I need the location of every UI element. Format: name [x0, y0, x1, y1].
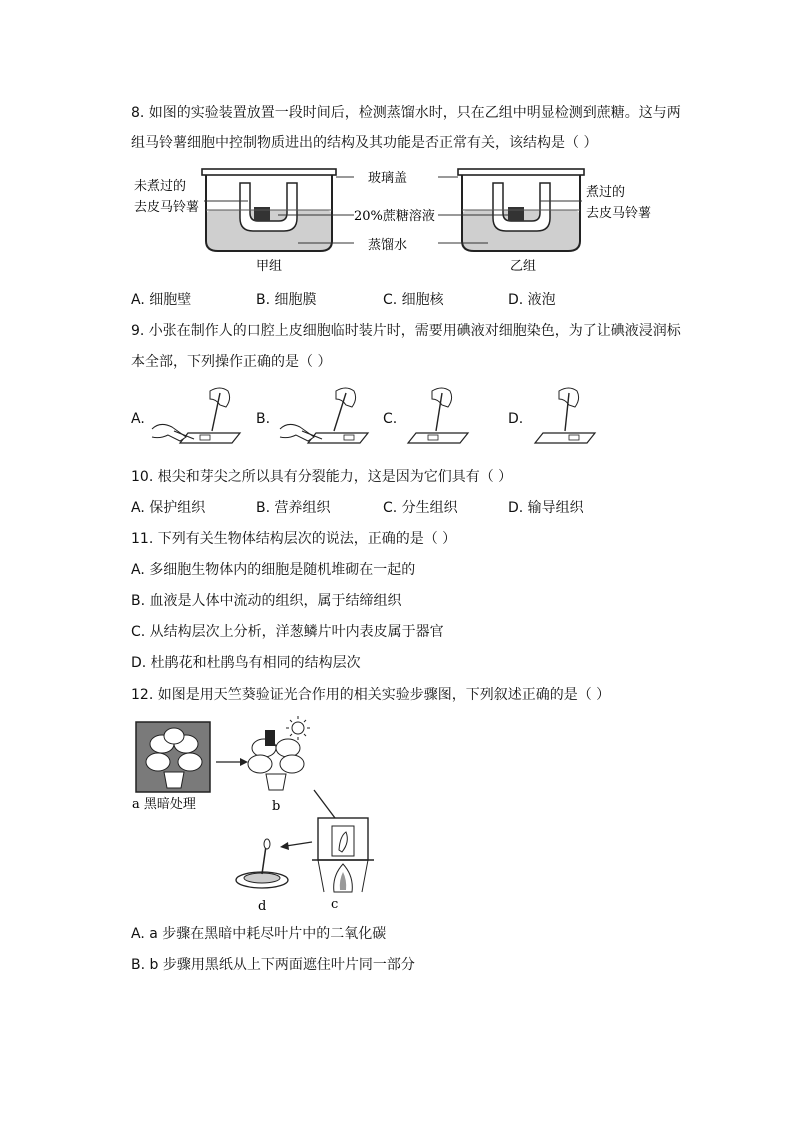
label-unboiled-1: 未煮过的 — [134, 179, 187, 194]
q8-option-c[interactable]: C. 细胞核 — [383, 292, 444, 308]
q9-option-d-image[interactable] — [525, 385, 605, 447]
q12-option-a[interactable]: A. a 步骤在黑暗中耗尽叶片中的二氧化碳 — [131, 926, 387, 942]
beaker-group-b — [458, 169, 584, 251]
q11-option-a[interactable]: A. 多细胞生物体内的细胞是随机堆砌在一起的 — [131, 562, 416, 578]
q9-option-a-letter[interactable]: A. — [131, 411, 145, 427]
q8-option-a[interactable]: A. 细胞壁 — [131, 292, 192, 308]
q9-option-c-image[interactable] — [398, 385, 478, 447]
q10-option-c[interactable]: C. 分生组织 — [383, 500, 458, 516]
q9-option-a-image[interactable] — [150, 385, 246, 447]
q9-stem-line2: 本全部，下列操作正确的是（ ） — [131, 354, 332, 370]
q12-stem: 12. 如图是用天竺葵验证光合作用的相关实验步骤图，下列叙述正确的是（ ） — [131, 687, 611, 703]
label-step-b: b — [272, 799, 281, 814]
q11-option-d[interactable]: D. 杜鹃花和杜鹃鸟有相同的结构层次 — [131, 655, 361, 671]
q9-option-b-image[interactable] — [278, 385, 374, 447]
label-sucrose-solution: 20%蔗糖溶液 — [354, 209, 435, 224]
q12-option-b[interactable]: B. b 步骤用黑纸从上下两面遮住叶片同一部分 — [131, 957, 415, 973]
q10-stem: 10. 根尖和芽尖之所以具有分裂能力，这是因为它们具有（ ） — [131, 469, 513, 485]
q9-option-c-letter[interactable]: C. — [383, 411, 398, 427]
label-distilled-water: 蒸馏水 — [368, 238, 408, 253]
q11-stem: 11. 下列有关生物体结构层次的说法，正确的是（ ） — [131, 531, 457, 547]
step-b-covered-leaf — [248, 716, 310, 790]
q9-option-b-letter[interactable]: B. — [256, 411, 271, 427]
q10-option-a[interactable]: A. 保护组织 — [131, 500, 206, 516]
label-step-d: d — [258, 899, 267, 914]
label-group-a: 甲组 — [256, 259, 283, 274]
q9-stem-line1: 9. 小张在制作人的口腔上皮细胞临时装片时，需要用碘液对细胞染色，为了让碘液浸润标 — [131, 323, 681, 339]
q12-photosynthesis-steps-figure — [128, 714, 388, 914]
label-boiled-2: 去皮马铃薯 — [586, 206, 652, 221]
q8-option-b[interactable]: B. 细胞膜 — [256, 292, 317, 308]
q10-option-d[interactable]: D. 输导组织 — [508, 500, 584, 516]
label-step-c: c — [331, 897, 339, 912]
beaker-group-a — [202, 169, 336, 251]
q11-option-c[interactable]: C. 从结构层次上分析，洋葱鳞片叶内表皮属于器官 — [131, 624, 444, 640]
q11-option-b[interactable]: B. 血液是人体中流动的组织，属于结缔组织 — [131, 593, 402, 609]
step-c-water-bath — [312, 818, 374, 892]
arrow-c-to-d — [286, 842, 312, 846]
step-d-iodine-test — [236, 839, 288, 888]
label-group-b: 乙组 — [510, 259, 537, 274]
label-glass-lid: 玻璃盖 — [368, 171, 408, 186]
label-step-a: a 黑暗处理 — [132, 797, 196, 812]
step-a-dark-treatment — [136, 722, 210, 792]
label-boiled-1: 煮过的 — [586, 185, 626, 200]
arrow-b-to-c — [314, 790, 338, 822]
q9-option-d-letter[interactable]: D. — [508, 411, 524, 427]
q8-stem-line2: 组马铃薯细胞中控制物质进出的结构及其功能是否正常有关，该结构是（ ） — [131, 135, 598, 151]
q8-option-d[interactable]: D. 液泡 — [508, 292, 556, 308]
q8-stem-line1: 8. 如图的实验装置放置一段时间后，检测蒸馏水时，只在乙组中明显检测到蔗糖。这与两 — [131, 105, 681, 121]
q8-osmosis-apparatus-figure — [128, 163, 668, 278]
label-unboiled-2: 去皮马铃薯 — [134, 200, 200, 215]
q10-option-b[interactable]: B. 营养组织 — [256, 500, 331, 516]
